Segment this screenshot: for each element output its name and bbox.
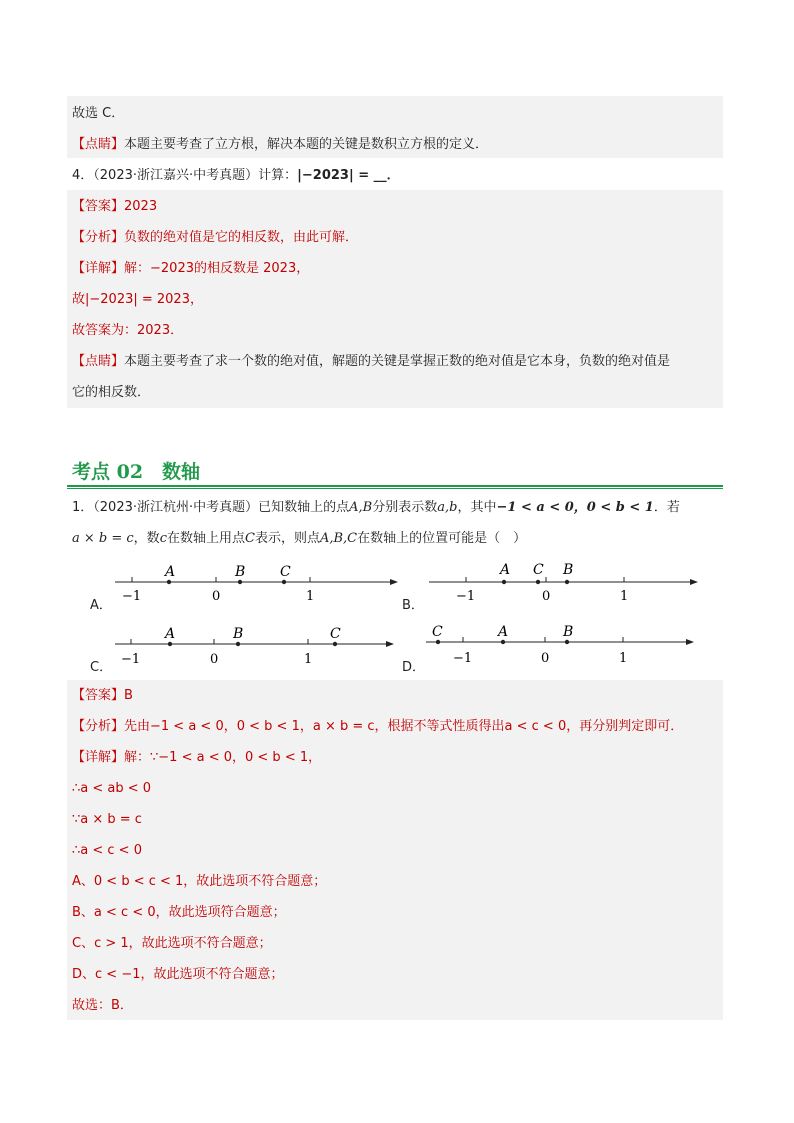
stem-text: ．若 (653, 500, 680, 515)
section-rule (67, 485, 723, 487)
point-label: C (533, 562, 544, 578)
point-label: C (330, 626, 341, 642)
question-source: （2023·浙江杭州·中考真题） (93, 500, 259, 515)
tick-label: −1 (121, 652, 141, 667)
math-var: c (159, 531, 167, 546)
tick-label: 0 (541, 651, 550, 666)
analysis-text: 先由−1 < a < 0，0 < b < 1，a × b = c，根据不等式性质得出a < c < 0，再分别判定即可． (124, 719, 684, 734)
point-dot (536, 580, 540, 584)
answer-tag: 【答案】 (72, 688, 125, 703)
point-label: C (280, 564, 291, 580)
q3-comment (72, 136, 488, 154)
point-dot (282, 580, 286, 584)
q1-detail-8: D、c < −1，故此选项不符合题意； (72, 967, 284, 982)
q1-detail-7: C、c > 1，故此选项不符合题意； (72, 936, 272, 951)
q4-answer (72, 198, 157, 216)
question-number: 4． (72, 168, 94, 183)
math-points: A,B,C (319, 531, 358, 546)
analysis-tag: 【分析】 (72, 719, 125, 734)
point-dot (502, 580, 506, 584)
axis-arrow (390, 579, 398, 585)
axis-arrow (386, 641, 394, 647)
q4-detail-1 (72, 260, 309, 278)
point-label: B (235, 564, 246, 580)
option-a-letter: A． (90, 598, 112, 613)
comment-text: 本题主要考查了求一个数的绝对值，解题的关键是掌握正数的绝对值是它本身，负数的绝对值是 (124, 354, 671, 369)
point-label: A (165, 626, 176, 642)
point-label: B (563, 562, 574, 578)
question-expression: |−2023| = __． (297, 168, 400, 183)
stem-text: 表示，则点 (254, 531, 320, 546)
math-points: A,B (349, 500, 373, 515)
q1-analysis (72, 718, 683, 736)
math-vars: a,b (437, 500, 458, 515)
option-c-number-line (110, 622, 400, 672)
point-label: C (432, 624, 443, 640)
comment-tag: 【点睛】 (72, 354, 125, 369)
stem-text: 在数轴上的位置可能是（ ） (357, 531, 527, 546)
point-label: A (498, 624, 509, 640)
q4-comment-1 (72, 353, 670, 371)
stem-text: 已知数轴上的点 (258, 500, 350, 515)
point-label: A (500, 562, 511, 578)
point-dot (565, 640, 569, 644)
answer-value: 2023 (124, 199, 158, 214)
point-dot (238, 580, 242, 584)
point-dot (167, 580, 171, 584)
q4-detail-2: 故|−2023| = 2023， (72, 292, 203, 307)
tick-label: 1 (304, 652, 313, 667)
question-stem: 计算： (258, 168, 298, 183)
tick-label: 1 (619, 651, 628, 666)
q1-detail-2: ∴a < ab < 0 (72, 781, 152, 796)
tick-label: 0 (212, 589, 221, 604)
analysis-text: 负数的绝对值是它的相反数，由此可解． (124, 230, 359, 245)
q3-conclusion: 故选 C． (72, 106, 125, 121)
q1-stem-line-2 (72, 530, 526, 548)
q1-stem-line-1 (72, 499, 680, 517)
option-b-number-line (424, 560, 702, 610)
math-condition: −1 < a < 0，0 < b < 1 (496, 500, 654, 515)
stem-text: 在数轴上用点 (166, 531, 245, 546)
tick-label: −1 (456, 589, 476, 604)
detail-tag: 【详解】 (72, 261, 125, 276)
q4-analysis (72, 229, 358, 247)
point-dot (236, 642, 240, 646)
option-d-number-line (424, 620, 702, 670)
point-label: A (165, 564, 176, 580)
answer-tag: 【答案】 (72, 199, 125, 214)
axis-arrow (690, 579, 698, 585)
stem-text: 分别表示数 (372, 500, 438, 515)
q1-detail-4: ∴a < c < 0 (72, 843, 142, 858)
tick-label: −1 (453, 651, 473, 666)
option-a-number-line (110, 560, 400, 610)
tick-label: 1 (306, 589, 315, 604)
tick-label: −1 (122, 589, 142, 604)
point-label: B (233, 626, 244, 642)
stem-text: ，数 (133, 531, 160, 546)
q1-answer (72, 687, 133, 705)
math-point: C (244, 531, 255, 546)
tick-label: 0 (542, 589, 551, 604)
math-expression: a × b = c (72, 531, 134, 546)
q4-stem (72, 167, 400, 185)
q1-detail-3: ∵a × b = c (72, 812, 142, 827)
detail-tag: 【详解】 (72, 750, 125, 765)
point-dot (168, 642, 172, 646)
question-number: 1． (72, 500, 94, 515)
q4-comment-2: 它的相反数． (72, 385, 151, 400)
section-rule-thin (67, 488, 723, 489)
answer-value: B (124, 688, 133, 703)
detail-text: 解：∵−1 < a < 0，0 < b < 1， (124, 750, 322, 765)
point-dot (501, 640, 505, 644)
q1-detail-6: B、a < c < 0，故此选项符合题意； (72, 905, 286, 920)
comment-tag: 【点睛】 (72, 137, 125, 152)
axis-arrow (686, 639, 694, 645)
detail-text: 解：−2023的相反数是 2023， (124, 261, 310, 276)
point-dot (565, 580, 569, 584)
point-dot (436, 640, 440, 644)
analysis-tag: 【分析】 (72, 230, 125, 245)
tick-label: 1 (620, 589, 629, 604)
stem-text: ，其中 (457, 500, 497, 515)
point-dot (333, 642, 337, 646)
point-label: B (563, 624, 574, 640)
comment-text: 本题主要考查了立方根，解决本题的关键是数积立方根的定义． (124, 137, 489, 152)
section-title: 考点 02 数轴 (72, 461, 201, 483)
q4-detail-3: 故答案为：2023． (72, 323, 184, 338)
q1-detail-1 (72, 749, 321, 767)
option-b-letter: B． (402, 598, 424, 613)
q1-detail-5: A、0 < b < c < 1，故此选项不符合题意； (72, 874, 327, 889)
tick-label: 0 (210, 652, 219, 667)
q1-detail-9: 故选：B． (72, 998, 133, 1013)
question-source: （2023·浙江嘉兴·中考真题） (93, 168, 259, 183)
option-c-letter: C． (90, 660, 113, 675)
option-d-letter: D． (402, 660, 426, 675)
